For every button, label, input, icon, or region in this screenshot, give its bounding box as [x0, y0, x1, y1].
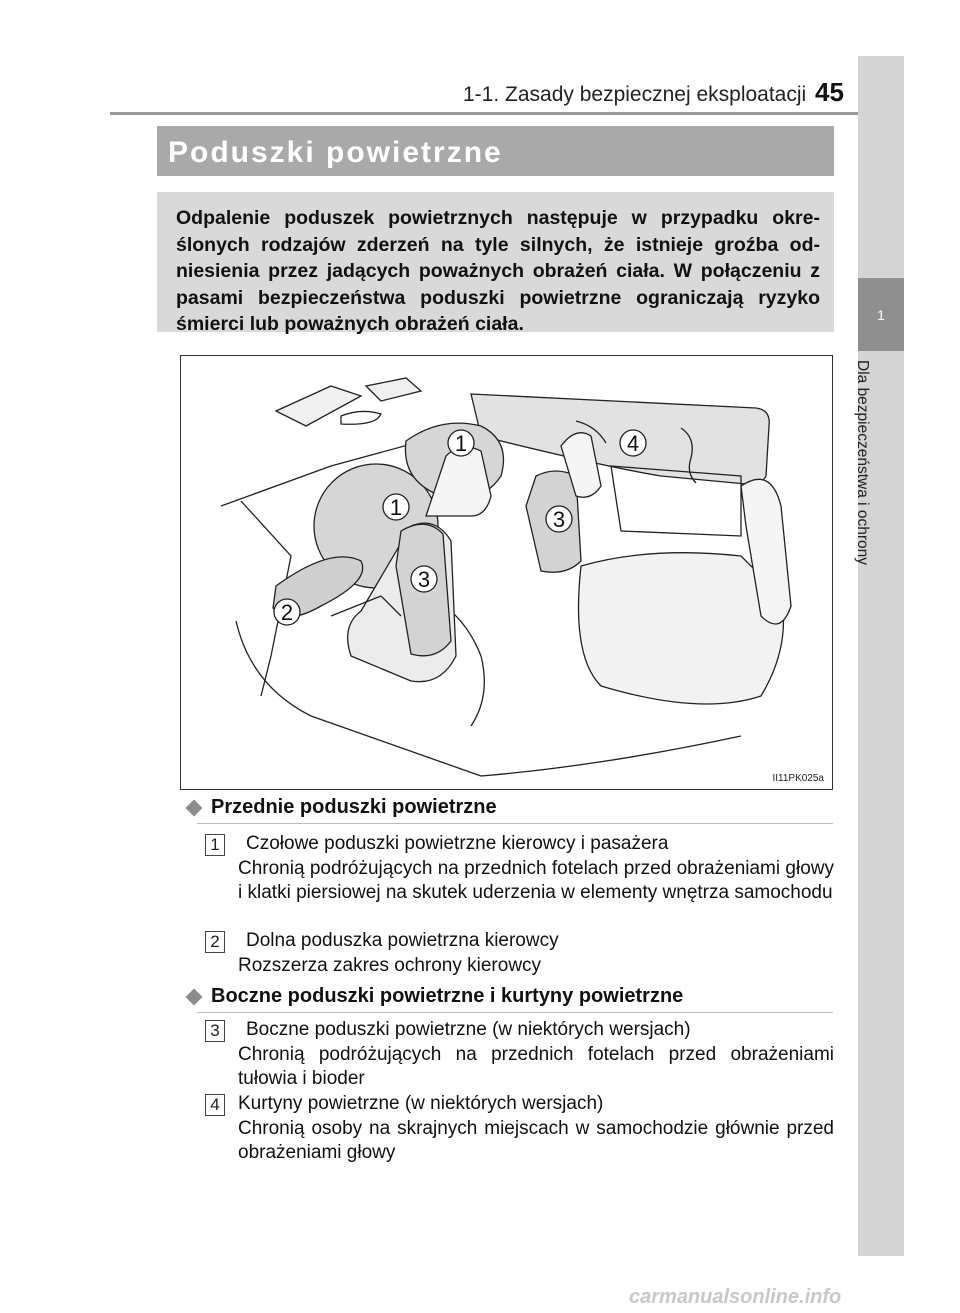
section-title: Poduszki powietrzne [168, 136, 503, 169]
subheading-front-airbags [184, 796, 497, 819]
callout-3-passenger-side: 3 [552, 507, 566, 532]
callout-1-driver: 1 [389, 495, 403, 520]
item-description: Rozszerza zakres ochrony kierowcy [238, 955, 542, 976]
item-title: Kurtyny powietrzne (w niektórych wersjach) [238, 1093, 604, 1114]
chapter-label: Dla bezpieczeństwa i ochrony [854, 360, 871, 566]
chapter-side-tab [858, 56, 904, 1256]
diamond-bullet-icon [186, 988, 203, 1005]
intro-text: Odpalenie poduszek powietrznych następuje w przypadku określonych rodzajów zderzeń na tyle silnych, że istnieje groźba odniesienia przez jadących poważnych obrażeń ciała. W połączeniu z pasami bezpieczeństwa poduszki powietrzne ograniczają ryzyko śmierci lub poważnych obrażeń ciała. [176, 207, 820, 335]
watermark: carmanualsonline.info [629, 1286, 842, 1308]
item-number-box: 3 [205, 1020, 225, 1042]
item-description: Chronią podróżujących na przednich fotelach przed obrażeniami głowy i klatki piersiowej na skutek uderzenia w elementy wnętrza samochodu [238, 858, 834, 903]
running-header-title: 1-1. Zasady bezpiecznej eksploatacji [463, 83, 807, 106]
page-number: 45 [815, 77, 844, 107]
subheading-side-airbags [184, 985, 683, 1008]
airbag-illustration [180, 355, 833, 790]
item-title: Boczne poduszki powietrzne (w niektórych wersjach) [246, 1019, 691, 1040]
item-title: Dolna poduszka powietrzna kierowcy [246, 930, 559, 951]
diamond-bullet-icon [186, 799, 203, 816]
item-number-box: 2 [205, 931, 225, 953]
callout-2-knee: 2 [280, 600, 294, 625]
item-description: Chronią osoby na skrajnych miejscach w samochodzie głównie przed obrażeniami głowy [238, 1118, 834, 1163]
item-title: Czołowe poduszki powietrzne kierowcy i pasażera [246, 833, 669, 854]
item-description: Chronią podróżujących na przednich fotelach przed obrażeniami tułowia i bioder [238, 1044, 834, 1089]
subheading-side-airbags-label: Boczne poduszki powietrzne i kurtyny powietrzne [211, 985, 684, 1007]
car-interior-drawing [181, 356, 833, 790]
item-number-box: 1 [205, 834, 225, 856]
callout-1-passenger: 1 [454, 431, 468, 456]
subheading-rule [197, 823, 833, 824]
header-divider [110, 112, 858, 115]
item-number-box: 4 [205, 1094, 225, 1116]
figure-code: II11PK025a [772, 773, 824, 784]
chapter-number-tab: 1 [858, 278, 904, 351]
callout-3-driver-side: 3 [417, 567, 431, 592]
callout-4-curtain: 4 [626, 431, 640, 456]
subheading-front-airbags-label: Przednie poduszki powietrzne [211, 796, 497, 818]
subheading-rule [197, 1012, 833, 1013]
